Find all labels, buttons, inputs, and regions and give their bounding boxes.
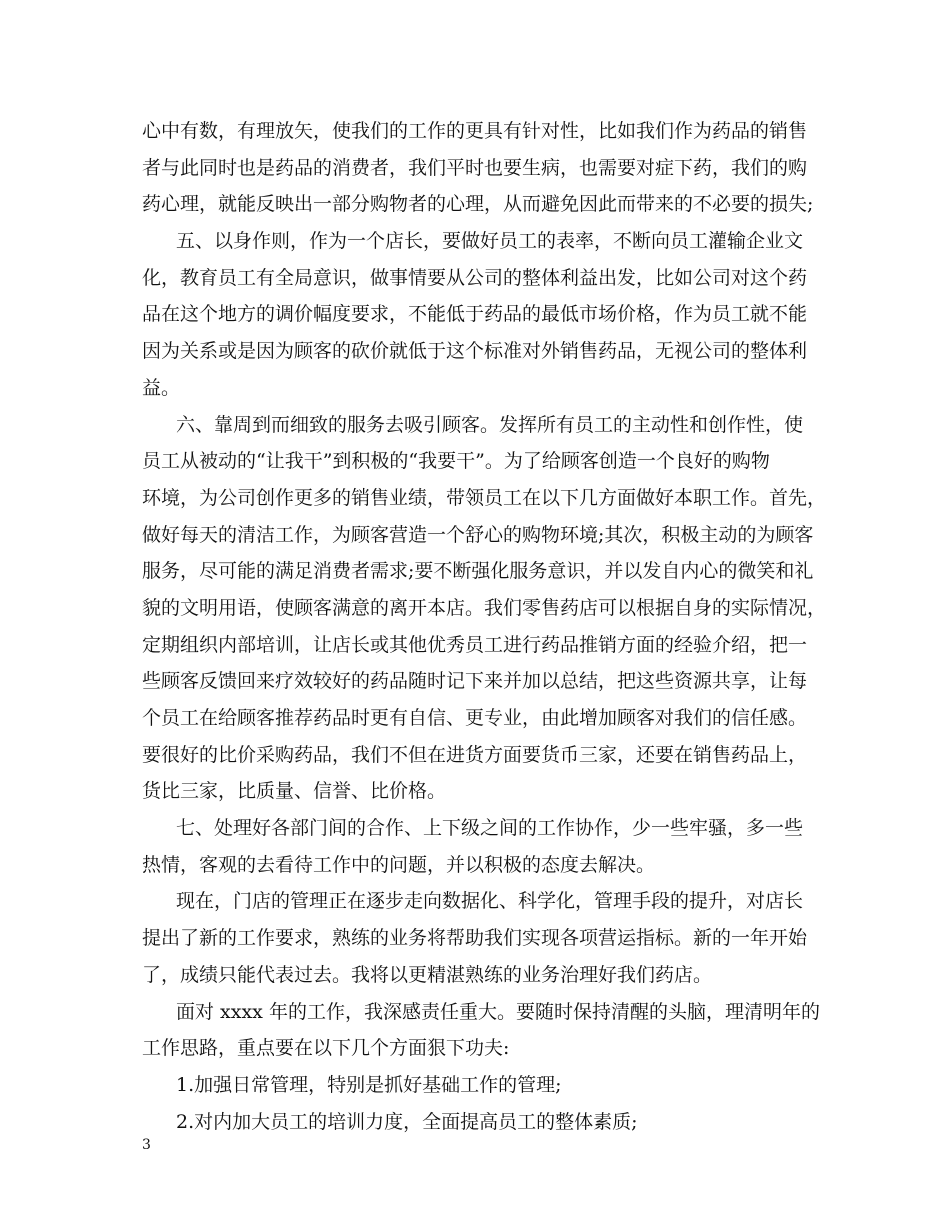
page-number: 3 bbox=[142, 1137, 151, 1153]
text-line: 环境，为公司创作更多的销售业绩，带领员工在以下几方面做好本职工作。首先， bbox=[142, 486, 827, 509]
text-line: 貌的文明用语，使顾客满意的离开本店。我们零售药店可以根据自身的实际情况， bbox=[142, 596, 827, 619]
text-line: 益。 bbox=[142, 376, 181, 399]
text-line: 品在这个地方的调价幅度要求，不能低于药品的最低市场价格，作为员工就不能 bbox=[142, 303, 808, 326]
text-line: 了，成绩只能代表过去。我将以更精湛熟练的业务治理好我们药店。 bbox=[142, 963, 713, 986]
text-line: 服务，尽可能的满足消费者需求;要不断强化服务意识，并以发自内心的微笑和礼 bbox=[142, 560, 814, 583]
paragraph-start-line: 六、靠周到而细致的服务去吸引顾客。发挥所有员工的主动性和创作性，使 bbox=[176, 413, 804, 436]
text-line: 心中有数，有理放矢，使我们的工作的更具有针对性，比如我们作为药品的销售 bbox=[142, 120, 808, 142]
text-line: 者与此同时也是药品的消费者，我们平时也要生病，也需要对症下药，我们的购 bbox=[142, 156, 808, 179]
text-line: 药心理，就能反映出一部分购物者的心理，从而避免因此而带来的不必要的损失; bbox=[142, 193, 814, 216]
text-line: 化，教育员工有全局意识，做事情要从公司的整体利益出发，比如公司对这个药 bbox=[142, 266, 808, 289]
text-line: 工作思路，重点要在以下几个方面狠下功夫: bbox=[142, 1037, 510, 1060]
text-line: 热情，客观的去看待工作中的问题，并以积极的态度去解决。 bbox=[142, 853, 656, 876]
text-line: 定期组织内部培训，让店长或其他优秀员工进行药品推销方面的经验介绍，把一 bbox=[142, 633, 808, 656]
paragraph-start-line: 面对 xxxx 年的工作，我深感责任重大。要随时保持清醒的头脑，理清明年的 bbox=[176, 1000, 820, 1023]
paragraph-start-line: 五、以身作则，作为一个店长，要做好员工的表率，不断向员工灌输企业文 bbox=[176, 230, 804, 253]
paragraph-start-line: 现在，门店的管理正在逐步走向数据化、科学化，管理手段的提升，对店长 bbox=[176, 890, 804, 913]
list-item: 2.对内加大员工的培训力度，全面提高员工的整体素质; bbox=[176, 1110, 638, 1133]
paragraph-start-line: 七、处理好各部门间的合作、上下级之间的工作协作，少一些牢骚，多一些 bbox=[176, 817, 804, 840]
text-line: 个员工在给顾客推荐药品时更有自信、更专业，由此增加顾客对我们的信任感。 bbox=[142, 707, 808, 729]
text-line: 做好每天的清洁工作，为顾客营造一个舒心的购物环境;其次，积极主动的为顾客 bbox=[142, 523, 814, 546]
text-line: 因为关系或是因为顾客的砍价就低于这个标准对外销售药品，无视公司的整体利 bbox=[142, 340, 808, 363]
text-line: 些顾客反馈回来疗效较好的药品随时记下来并加以总结，把这些资源共享，让每 bbox=[142, 670, 808, 693]
list-item: 1.加强日常管理，特别是抓好基础工作的管理; bbox=[176, 1073, 562, 1096]
text-line: 提出了新的工作要求，熟练的业务将帮助我们实现各项营运指标。新的一年开始 bbox=[142, 927, 808, 950]
document-body bbox=[142, 113, 832, 1140]
text-line: 货比三家，比质量、信誉、比价格。 bbox=[142, 780, 447, 803]
text-line: 员工从被动的“让我干”到积极的“我要干”。为了给顾客创造一个良好的购物 bbox=[142, 450, 770, 473]
text-line: 要很好的比价采购药品，我们不但在进货方面要货币三家，还要在销售药品上， bbox=[142, 743, 808, 766]
